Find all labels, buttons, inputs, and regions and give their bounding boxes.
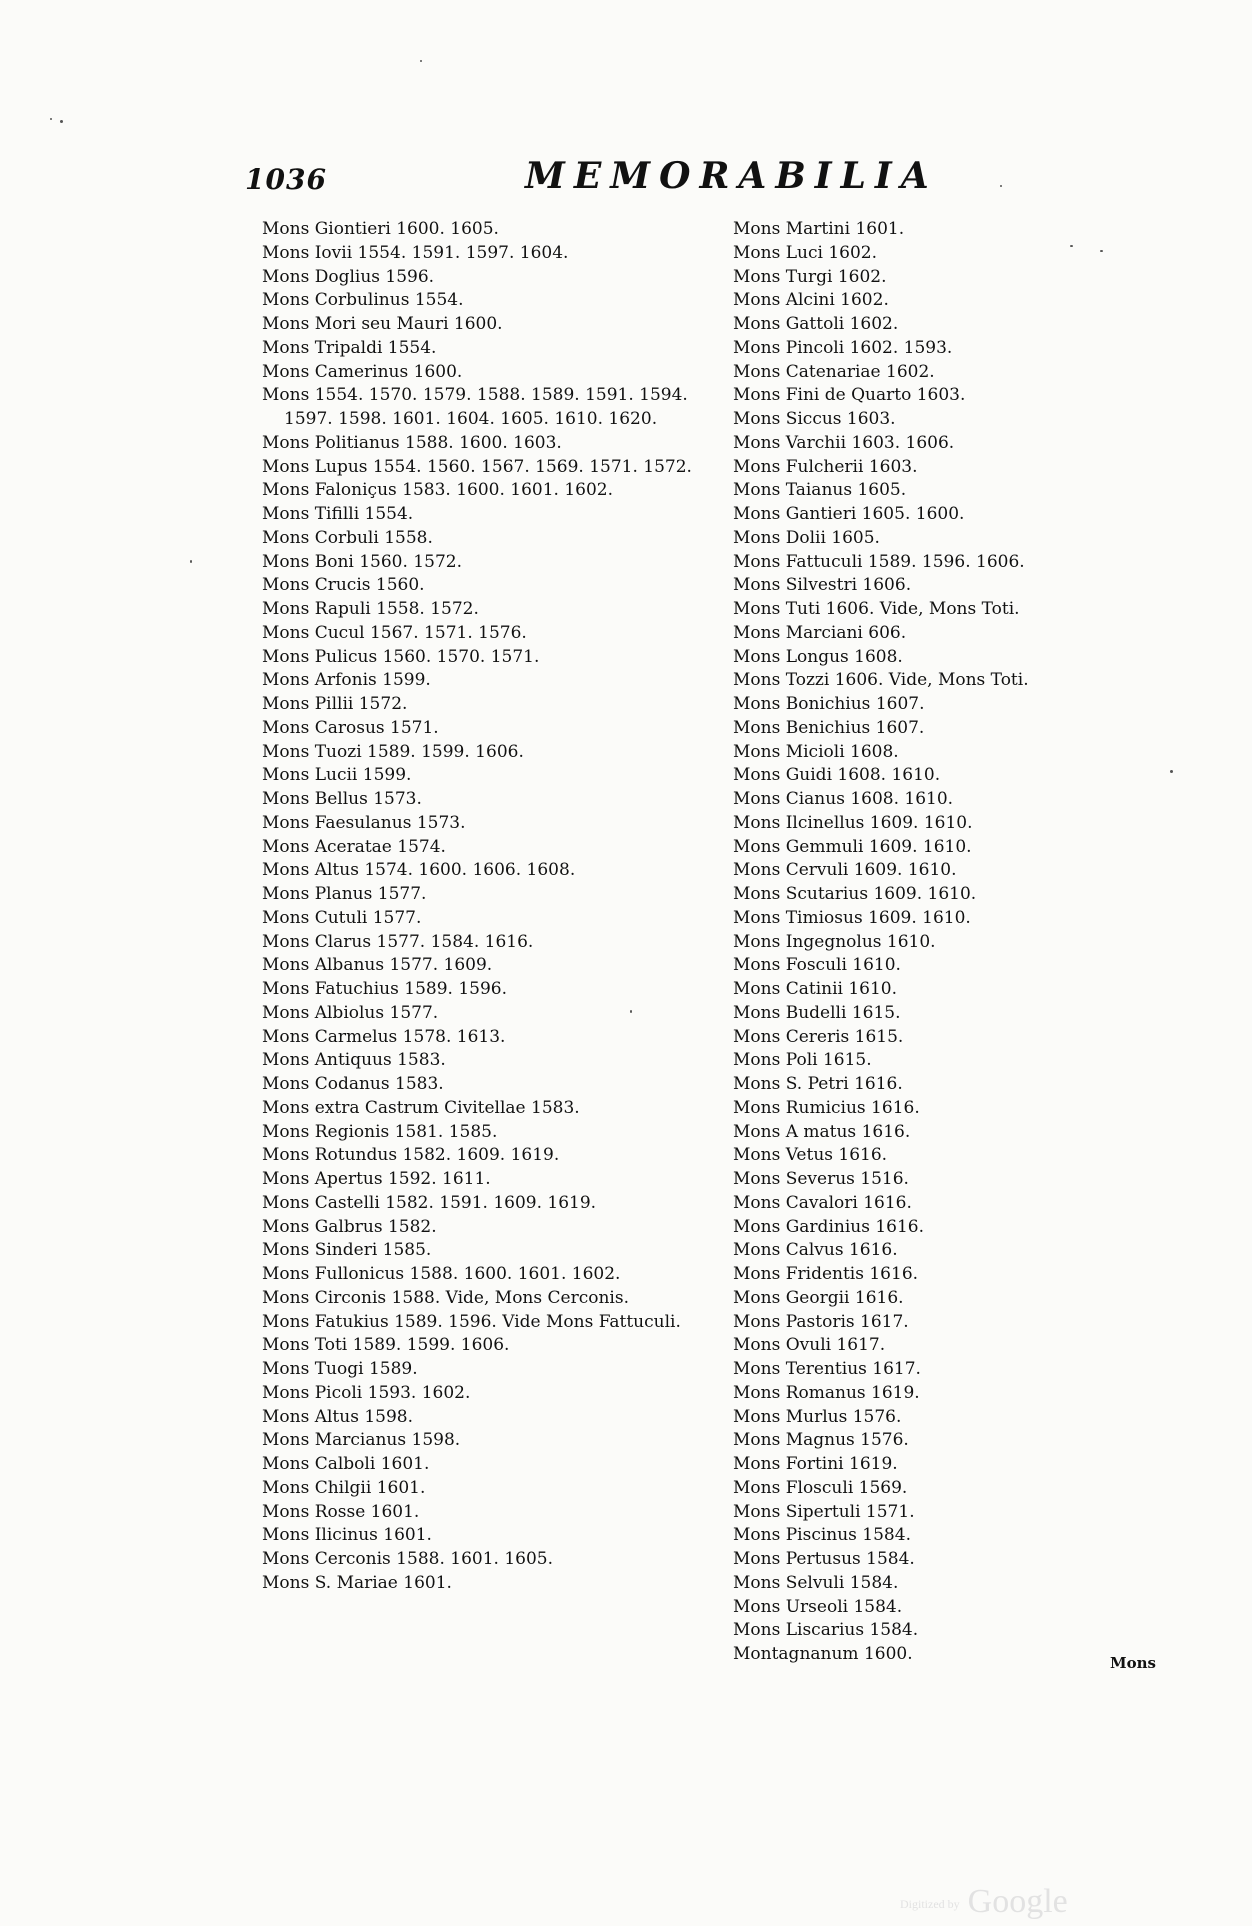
list-item: Mons Severus 1516. xyxy=(733,1169,909,1189)
page-header xyxy=(245,155,938,205)
list-item: Mons S. Mariae 1601. xyxy=(262,1572,452,1593)
watermark-brand: Google xyxy=(967,1883,1068,1920)
list-item: Mons Faesulanus 1573. xyxy=(262,812,466,833)
list-item: Mons Circonis 1588. Vide, Mons Cerconis. xyxy=(262,1287,629,1308)
list-item: Mons Pastoris 1617. xyxy=(733,1311,909,1332)
list-item: Mons Marciani 606. xyxy=(733,622,907,643)
list-item: Mons Taianus 1605. xyxy=(733,480,907,501)
list-item: Mons Aceratae 1574. xyxy=(262,836,446,857)
list-item: Mons Lupus 1554. 1560. 1567. 1569. 1571. 1572. xyxy=(262,456,692,477)
digitization-watermark xyxy=(900,1883,1068,1921)
list-item: Mons Fattuculi 1589. 1596. 1606. xyxy=(733,551,1025,572)
list-item: Mons Castelli 1582. 1591. 1609. 1619. xyxy=(262,1192,597,1213)
page-number: 1036 xyxy=(245,163,327,196)
list-item: Mons Cereris 1615. xyxy=(733,1026,904,1047)
list-item: Mons Georgii 1616. xyxy=(733,1287,904,1308)
list-item: Mons Ilicinus 1601. xyxy=(262,1525,432,1546)
list-item: Mons Catinii 1610. xyxy=(733,979,898,999)
list-item: Mons Longus 1608. xyxy=(733,646,903,667)
list-item: Mons Gantieri 1605. 1600. xyxy=(733,504,965,524)
list-item: Mons Cerconis 1588. 1601. 1605. xyxy=(262,1549,553,1569)
list-item: Mons Tuti 1606. Vide, Mons Toti. xyxy=(733,599,1020,619)
list-item: Mons Codanus 1583. xyxy=(262,1074,444,1094)
list-item: Mons Faloniçus 1583. 1600. 1601. 1602. xyxy=(262,480,614,501)
list-item: Mons Corbulinus 1554. xyxy=(262,290,464,311)
list-item: Mons Fulcherii 1603. xyxy=(733,456,918,477)
list-item: Mons extra Castrum Civitellae 1583. xyxy=(262,1097,580,1118)
list-item: Mons Galbrus 1582. xyxy=(262,1216,437,1237)
list-item: Mons Poli 1615. xyxy=(733,1050,872,1071)
list-item: Mons Urseoli 1584. xyxy=(733,1596,903,1617)
list-item: Mons Picoli 1593. 1602. xyxy=(262,1382,471,1403)
list-item: Mons Altus 1574. 1600. 1606. 1608. xyxy=(262,860,576,881)
list-item: Mons Turgi 1602. xyxy=(733,266,887,287)
list-item: Mons Rapuli 1558. 1572. xyxy=(262,599,479,619)
list-item: Mons Altus 1598. xyxy=(262,1406,414,1427)
list-item: Mons Gardinius 1616. xyxy=(733,1216,925,1237)
left-column xyxy=(262,218,712,1596)
list-item: Mons Doglius 1596. xyxy=(262,266,435,287)
list-item: Mons Ilcinellus 1609. 1610. xyxy=(733,812,973,833)
list-item: Mons Siccus 1603. xyxy=(733,409,896,429)
list-item: Mons Crucis 1560. xyxy=(262,575,425,596)
list-item: Mons Rotundus 1582. 1609. 1619. xyxy=(262,1145,560,1166)
list-item: Mons Liscarius 1584. xyxy=(733,1620,919,1641)
list-item: Mons Toti 1589. 1599. 1606. xyxy=(262,1335,510,1356)
list-item: Mons Gemmuli 1609. 1610. xyxy=(733,836,972,857)
list-item: Mons Calboli 1601. xyxy=(262,1454,430,1474)
list-item: Mons Fatukius 1589. 1596. Vide Mons Fattuculi. xyxy=(262,1311,681,1332)
list-item: Mons Varchii 1603. 1606. xyxy=(733,432,955,453)
list-item: Mons Martini 1601. xyxy=(733,219,905,239)
list-item: Mons Gattoli 1602. xyxy=(733,314,899,334)
list-item: Mons Fini de Quarto 1603. xyxy=(733,385,966,406)
list-item: Mons Bonichius 1607. xyxy=(733,694,925,714)
list-item: Mons Pincoli 1602. 1593. xyxy=(733,337,953,358)
list-item: Mons Apertus 1592. 1611. xyxy=(262,1169,491,1189)
list-item: Mons Luci 1602. xyxy=(733,242,877,263)
list-item: Mons Bellus 1573. xyxy=(262,789,422,809)
list-item: Mons Albanus 1577. 1609. xyxy=(262,955,493,976)
list-item: Mons Regionis 1581. 1585. xyxy=(262,1121,498,1142)
list-item: Mons Guidi 1608. 1610. xyxy=(733,765,941,786)
list-item: Mons Micioli 1608. xyxy=(733,741,899,762)
list-item: Mons Ovuli 1617. xyxy=(733,1335,886,1356)
list-item: Mons Calvus 1616. xyxy=(733,1240,898,1261)
list-item: Mons Tripaldi 1554. xyxy=(262,337,437,358)
running-title: MEMORABILIA xyxy=(525,155,938,197)
list-item: Mons Benichius 1607. xyxy=(733,717,925,738)
list-item: Mons Timiosus 1609. 1610. xyxy=(733,907,971,928)
list-item: Mons Cucul 1567. 1571. 1576. xyxy=(262,622,527,643)
list-item: Mons Alcini 1602. xyxy=(733,290,889,311)
list-item: Mons Rosse 1601. xyxy=(262,1501,420,1522)
list-item: Mons Lucii 1599. xyxy=(262,765,412,786)
list-item: Mons Mori seu Mauri 1600. xyxy=(262,314,503,334)
list-item: Mons Silvestri 1606. xyxy=(733,575,912,596)
list-item: Mons Murlus 1576. xyxy=(733,1406,902,1427)
list-item: Mons Piscinus 1584. xyxy=(733,1525,911,1546)
list-item: Mons Camerinus 1600. xyxy=(262,361,463,382)
list-item: Mons Vetus 1616. xyxy=(733,1145,888,1166)
list-item: Mons Fosculi 1610. xyxy=(733,955,901,976)
list-item: Mons Catenariae 1602. xyxy=(733,361,935,382)
list-item: Mons Tuozi 1589. 1599. 1606. xyxy=(262,741,524,762)
list-item: Mons Pillii 1572. xyxy=(262,694,408,714)
list-item: Mons Fortini 1619. xyxy=(733,1454,898,1474)
list-item: Mons Chilgii 1601. xyxy=(262,1477,426,1498)
list-item: Mons Tozzi 1606. Vide, Mons Toti. xyxy=(733,670,1029,691)
list-item: Mons Romanus 1619. xyxy=(733,1382,920,1403)
list-item: Mons Rumicius 1616. xyxy=(733,1097,920,1118)
list-item: Mons Carmelus 1578. 1613. xyxy=(262,1026,506,1047)
list-item: Mons S. Petri 1616. xyxy=(733,1074,903,1094)
watermark-prefix: Digitized by xyxy=(900,1896,960,1911)
list-item: Mons A matus 1616. xyxy=(733,1121,911,1142)
list-item: Mons Planus 1577. xyxy=(262,884,427,904)
list-item: Mons Terentius 1617. xyxy=(733,1359,921,1379)
list-item: Mons Albiolus 1577. xyxy=(262,1002,439,1023)
list-item: Mons Tuogi 1589. xyxy=(262,1359,418,1379)
list-item: Mons Politianus 1588. 1600. 1603. xyxy=(262,432,562,453)
list-item: Mons Marcianus 1598. xyxy=(262,1430,461,1451)
catchword: Mons xyxy=(1110,1654,1156,1672)
list-item: Mons Cianus 1608. 1610. xyxy=(733,789,954,809)
list-item: Mons Cutuli 1577. xyxy=(262,907,422,928)
list-item: Mons Corbuli 1558. xyxy=(262,527,433,548)
list-item: Mons Pulicus 1560. 1570. 1571. xyxy=(262,646,540,667)
list-item: Mons Arfonis 1599. xyxy=(262,670,431,691)
list-item: Mons Dolii 1605. xyxy=(733,527,880,548)
list-item: Montagnanum 1600. xyxy=(733,1644,913,1664)
list-item: Mons Ingegnolus 1610. xyxy=(733,931,936,952)
list-item: Mons Iovii 1554. 1591. 1597. 1604. xyxy=(262,242,569,263)
list-item: Mons Fatuchius 1589. 1596. xyxy=(262,979,507,999)
list-item: Mons Tifilli 1554. xyxy=(262,504,414,524)
list-item: Mons Fridentis 1616. xyxy=(733,1264,919,1284)
list-item: Mons Clarus 1577. 1584. 1616. xyxy=(262,931,534,952)
list-item: Mons Selvuli 1584. xyxy=(733,1572,899,1593)
list-item: Mons Antiquus 1583. xyxy=(262,1050,446,1071)
list-item: Mons Magnus 1576. xyxy=(733,1430,909,1451)
list-item: Mons Fullonicus 1588. 1600. 1601. 1602. xyxy=(262,1264,621,1284)
list-item: Mons Scutarius 1609. 1610. xyxy=(733,884,977,904)
list-item: Mons Cavalori 1616. xyxy=(733,1192,912,1213)
list-item: Mons Boni 1560. 1572. xyxy=(262,551,462,572)
list-item: Mons Sinderi 1585. xyxy=(262,1240,432,1261)
list-item: Mons Sipertuli 1571. xyxy=(733,1501,915,1522)
list-item: Mons Giontieri 1600. 1605. xyxy=(262,219,499,239)
list-item: Mons Flosculi 1569. xyxy=(733,1477,908,1498)
list-item: Mons Carosus 1571. xyxy=(262,717,439,738)
right-column xyxy=(733,218,1153,1667)
list-item: Mons Cervuli 1609. 1610. xyxy=(733,860,957,881)
list-item: Mons 1554. 1570. 1579. 1588. 1589. 1591. 1594. 1597. 1598. 1601. 1604. 1605. 1610. 1620. xyxy=(262,385,694,429)
list-item: Mons Pertusus 1584. xyxy=(733,1549,915,1569)
list-item: Mons Budelli 1615. xyxy=(733,1002,901,1023)
